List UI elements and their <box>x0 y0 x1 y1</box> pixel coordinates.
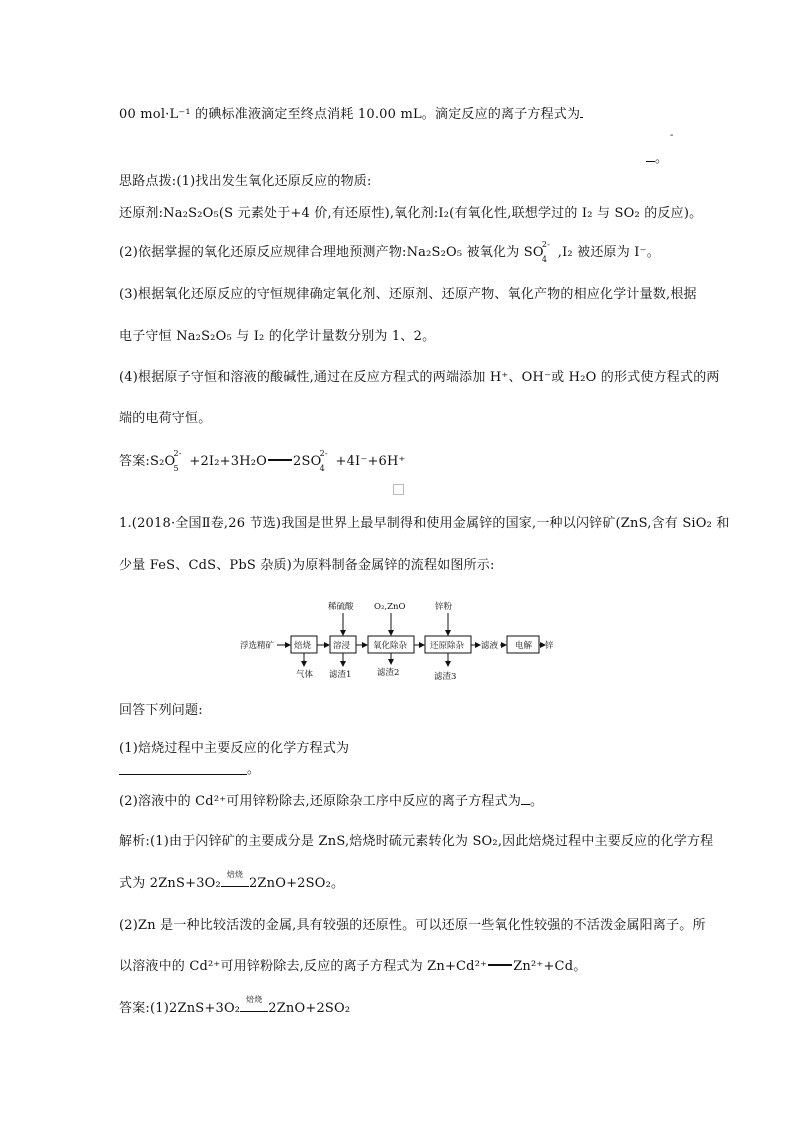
answer-blank-long <box>119 760 247 775</box>
flow-box-roast: 焙烧 <box>294 641 312 651</box>
answer-blank-end: 。 <box>646 147 668 166</box>
flow-output-gas: 气体 <box>296 670 314 680</box>
hint-line-4: (3)根据氧化还原反应的守恒规律确定氧化剂、还原剂、还原产物、氧化产物的相应化学计量数,根据 <box>119 287 697 302</box>
equals-sign-2 <box>488 964 512 966</box>
flow-box-oxidize: 氧化除杂 <box>373 641 408 651</box>
answer-blank <box>580 105 583 118</box>
analysis-line-2: 式为 2ZnS+3O₂ 焙烧 2ZnO+2SO₂。 <box>119 870 345 891</box>
reaction-condition: 焙烧 <box>221 878 249 887</box>
sulfate-ion-2: O 4 2- <box>310 449 328 473</box>
question-part-2: (2)溶液中的 Cd²⁺可用锌粉除去,还原除杂工序中反应的离子方程式为 。 <box>119 794 544 809</box>
flow-box-electrolysis: 电解 <box>515 641 533 651</box>
analysis-line-3: (2)Zn 是一种比较活泼的金属,具有较强的还原性。可以还原一些氧化性较强的不活泼金属阳离子。所 <box>119 918 706 933</box>
hint-line-6: (4)根据原子守恒和溶液的酸碱性,通过在反应方程式的两端添加 H⁺、OH⁻或 H₂O 的形式使方程式的两 <box>119 370 720 385</box>
flow-output-residue3: 滤渣3 <box>434 672 457 682</box>
pyrosulfite-ion: O 5 2- <box>164 449 182 473</box>
analysis-line-1: 解析:(1)由于闪锌矿的主要成分是 ZnS,焙烧时硫元素转化为 SO₂,因此焙烧过程中主要反应的化学方程 <box>119 834 714 849</box>
flow-filtrate: 滤液 <box>481 641 499 651</box>
question-1-line-2: 少量 FeS、CdS、PbS 杂质)为原料制备金属锌的流程如图所示: <box>119 558 495 573</box>
question-part-1-blank: 。 <box>119 758 260 777</box>
flow-input-zinc: 锌粉 <box>435 602 453 612</box>
sulfate-ion: O 4 2- <box>532 240 551 264</box>
flow-input-o2: O₂,ZnO <box>374 602 406 612</box>
questions-intro: 回答下列问题: <box>119 703 203 718</box>
question-part-1: (1)焙烧过程中主要反应的化学方程式为 <box>119 741 350 756</box>
hint-line-2: 还原剂:Na₂S₂O₅(S 元素处于+4 价,有还原性),氧化剂:I₂(有氧化性,联想学过的 I₂ 与 SO₂ 的反应)。 <box>119 206 703 221</box>
hint-title: 思路点拨:(1)找出发生氧化还原反应的物质: <box>119 174 372 189</box>
answer-blank-short <box>521 792 530 805</box>
flow-product: 锌 <box>545 641 554 651</box>
flow-output-residue2: 滤渣2 <box>377 668 400 678</box>
text-line-titration <box>119 103 583 122</box>
answer-2: 答案:(1)2ZnS+3O₂ 焙烧 2ZnO+2SO₂ <box>119 995 351 1016</box>
flow-start: 浮选精矿 <box>240 641 275 651</box>
hint-line-7: 端的电荷守恒。 <box>119 411 212 426</box>
flow-output-residue1: 滤渣1 <box>329 670 352 680</box>
flow-box-leach: 溶浸 <box>333 641 351 651</box>
answer-1: 答案:S₂O 5 2- +2I₂+3H₂O 2SO 4 2- +4I⁻+6H⁺ <box>119 449 406 473</box>
reaction-condition-2: 焙烧 <box>240 1003 268 1012</box>
hint-line-3: (2)依据掌握的氧化还原反应规律合理地预测产物:Na₂S₂O₅ 被氧化为 SO 4 2- ,I₂ 被还原为 I⁻。 <box>119 240 660 264</box>
flow-box-reduce: 还原除杂 <box>430 641 465 651</box>
question-1-line-1: 1.(2018·全国Ⅱ卷,26 节选)我国是世界上最早制得和使用金属锌的国家,一种以闪锌矿(ZnS,含有 SiO₂ 和 <box>119 516 730 531</box>
flowchart <box>238 600 558 689</box>
analysis-line-4: 以溶液中的 Cd²⁺可用锌粉除去,反应的离子方程式为 Zn+Cd²⁺ Zn²⁺+Cd。 <box>119 959 587 974</box>
dash-mark: - <box>670 130 674 141</box>
image-placeholder-icon <box>393 484 404 495</box>
hint-line-5: 电子守恒 Na₂S₂O₅ 与 I₂ 的化学计量数分别为 1、2。 <box>119 329 436 344</box>
flow-input-acid: 稀硫酸 <box>328 602 354 612</box>
titration-text: 00 mol·L⁻¹ 的碘标准液滴定至终点消耗 10.00 mL。滴定反应的离子方程式为 <box>119 107 581 122</box>
equals-sign <box>268 459 292 461</box>
